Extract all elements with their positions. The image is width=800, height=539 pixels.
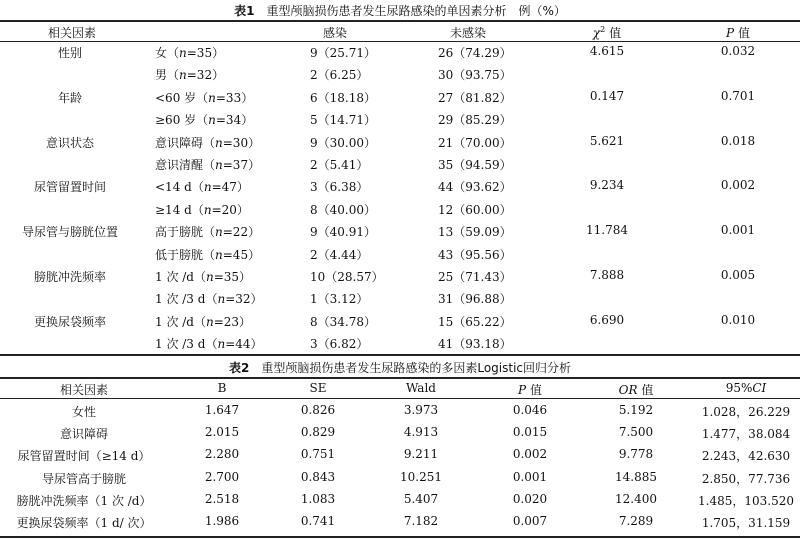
table1-subgroup: ≥14 d（n=20） [155,202,249,217]
table1-group-name: 年龄 [57,90,83,105]
table1-header-p: P 值 [726,26,750,40]
table2-or-cell: 9.778 [618,447,654,462]
table1-infected-cell: 10（28.57） [310,270,384,284]
table2-wald-cell: 9.211 [403,447,439,462]
table2-header-rule [0,398,800,399]
table2-header-wald: Wald [406,381,436,395]
table2-ci-cell: 1.485，103.520 [698,493,794,508]
table2-header-se: SE [309,381,327,395]
table1-header-rule [0,41,800,42]
table1-p-value: 0.701 [720,88,756,103]
table1-not-infected-cell: 26（74.29） [438,46,512,60]
table1-p-value: 0.001 [720,223,756,238]
table1-subgroup: 1 次 /d（n=35） [155,270,252,284]
table1-infected-cell: 8（40.00） [310,202,376,217]
table2-caption-label: 表2 [228,361,250,375]
table2-p-cell: 0.002 [512,447,548,462]
table1-not-infected-cell: 43（95.56） [438,247,512,262]
table1-subgroup: 低于膀胱（n=45） [155,247,261,262]
table2-ci-cell: 2.243，42.630 [701,449,791,464]
table1-not-infected-cell: 44（93.62） [438,180,512,195]
table2-factor-cell: 更换尿袋频率（1 d/ 次） [16,516,152,530]
table1-not-infected-cell: 21（70.00） [438,135,512,150]
table1-chi2-value: 4.615 [589,44,625,58]
table2-factor-cell: 女性 [71,405,97,419]
table2-wald-cell: 5.407 [403,491,439,506]
table1-subgroup: 1 次 /d（n=23） [155,314,252,329]
table1-subgroup: ≥60 岁（n=34） [155,113,254,128]
table2-or-cell: 7.500 [618,425,654,440]
table1-p-value: 0.032 [720,44,756,58]
table1-subgroup: 女（n=35） [155,46,225,60]
table2-header-or: OR 值 [618,383,654,397]
table2-p-cell: 0.007 [512,514,548,528]
table2-p-cell: 0.015 [512,425,548,440]
table1-chi2-value: 0.147 [589,88,625,103]
table2-wald-cell: 3.973 [403,403,439,417]
table2-caption-text: 重型颅脑损伤患者发生尿路感染的多因素Logistic回归分析 [261,361,572,375]
table1-infected-cell: 2（4.44） [310,247,369,262]
table2-b-cell: 2.015 [204,425,240,440]
table1-chi2-value: 7.888 [589,268,625,282]
table2-se-cell: 0.826 [300,403,336,417]
table1-group-name: 尿管留置时间 [33,180,107,195]
table1-chi2-value: 5.621 [589,133,625,148]
table1-infected-cell: 9（30.00） [310,135,376,150]
table1-top-rule [0,20,800,22]
table2-b-cell: 1.647 [204,403,240,417]
table1-subgroup: 男（n=32） [155,68,225,83]
table1-infected-cell: 1（3.12） [310,292,369,307]
table1-p-value: 0.002 [720,178,756,193]
table2-b-cell: 2.280 [204,447,240,462]
table2-b-cell: 1.986 [204,514,240,528]
table2-ci-cell: 2.850，77.736 [701,471,791,486]
table2-se-cell: 0.829 [300,425,336,440]
table2-factor-cell: 膀胱冲洗频率（1 次 /d） [16,493,152,508]
table2-or-cell: 5.192 [618,403,654,417]
table2-factor-cell: 意识障碍 [59,427,109,442]
table2-b-cell: 2.518 [204,491,240,506]
table1-infected-cell: 5（14.71） [310,113,376,128]
table2-header-b: B [217,381,227,395]
table1-subgroup: <60 岁（n=33） [155,90,254,105]
table1-infected-cell: 2（5.41） [310,158,369,172]
table2-wald-cell: 4.913 [403,425,439,440]
table1-not-infected-cell: 13（59.09） [438,225,512,240]
table1-subgroup: 高于膀胱（n=22） [155,225,261,240]
table1-subgroup: 1 次 /3 d（n=32） [155,292,263,307]
table1-group-name: 意识状态 [45,135,95,150]
table1-header-factor: 相关因素 [48,26,97,40]
table2-top-rule [0,377,800,379]
table1-infected-cell: 2（6.25） [310,68,369,83]
table1-chi2-value: 6.690 [589,312,625,327]
table1-not-infected-cell: 30（93.75） [438,68,512,83]
table1-subgroup: 意识清醒（n=37） [155,158,261,172]
table2-header-p: P 值 [518,383,542,397]
table2-wald-cell: 7.182 [403,514,439,528]
table2-factor-cell: 导尿管高于膀胱 [41,471,127,486]
table2-p-cell: 0.046 [512,403,548,417]
table1-header-not-infected: 未感染 [449,26,487,40]
table1-not-infected-cell: 15（65.22） [438,314,512,329]
table1-infected-cell: 9（25.71） [310,46,376,60]
table2-p-cell: 0.001 [512,469,548,484]
table2-ci-cell: 1.705，31.159 [701,516,791,530]
table1-infected-cell: 9（40.91） [310,225,376,240]
table1-group-name: 膀胱冲洗频率 [33,270,107,284]
table1-infected-cell: 8（34.78） [310,314,376,329]
table2-se-cell: 0.741 [300,514,336,528]
table1-infected-cell: 3（6.82） [310,337,369,352]
table2-caption [0,359,800,376]
table1-bottom-rule [0,354,800,356]
table1-p-value: 0.010 [720,312,756,327]
table2-or-cell: 14.885 [615,469,657,484]
table1-subgroup: 1 次 /3 d（n=44） [155,337,263,352]
table2-header-ci: 95%CI [725,381,767,395]
table1-infected-cell: 6（18.18） [310,90,376,105]
table2-se-cell: 0.843 [300,469,336,484]
table1-not-infected-cell: 12（60.00） [438,202,512,217]
table1-group-name: 更换尿袋频率 [33,314,107,329]
table1-not-infected-cell: 31（96.88） [438,292,512,307]
table1-not-infected-cell: 41（93.18） [438,337,512,352]
table1-subgroup: 意识障碍（n=30） [155,135,261,150]
table2-header-factor: 相关因素 [59,383,109,397]
table2-ci-cell: 1.477，38.084 [701,427,791,442]
table1-infected-cell: 3（6.38） [310,180,369,195]
table1-caption-text: 重型颅脑损伤患者发生尿路感染的单因素分析 例（%） [266,4,566,18]
table2-p-cell: 0.020 [512,491,548,506]
table2-or-cell: 12.400 [615,491,657,506]
table1-not-infected-cell: 29（85.29） [438,113,512,128]
table2-or-cell: 7.289 [618,514,654,528]
table1-chi2-value: 9.234 [589,178,625,193]
table2-ci-cell: 1.028，26.229 [701,405,791,419]
table1-chi2-value: 11.784 [586,223,628,238]
table2-se-cell: 1.083 [300,491,336,506]
table2-b-cell: 2.700 [204,469,240,484]
table2-wald-cell: 10.251 [400,469,442,484]
table1-subgroup: <14 d（n=47） [155,180,249,195]
table1-p-value: 0.005 [720,268,756,282]
table1-not-infected-cell: 35（94.59） [438,158,512,172]
table1-header-infected: 感染 [322,26,348,40]
table1-caption [0,2,800,19]
table2-factor-cell: 尿管留置时间（≥14 d） [17,449,151,464]
table1-p-value: 0.018 [720,133,756,148]
table1-group-name: 性别 [57,46,83,60]
table1-caption-label: 表1 [234,4,255,18]
table1-not-infected-cell: 25（71.43） [438,270,512,284]
table2-se-cell: 0.751 [300,447,336,462]
table1-header-chi2: $\chi^2$ 值 [592,25,622,40]
table2-bottom-rule [0,536,800,538]
table1-not-infected-cell: 27（81.82） [438,90,512,105]
table1-group-name: 导尿管与膀胱位置 [21,225,119,240]
